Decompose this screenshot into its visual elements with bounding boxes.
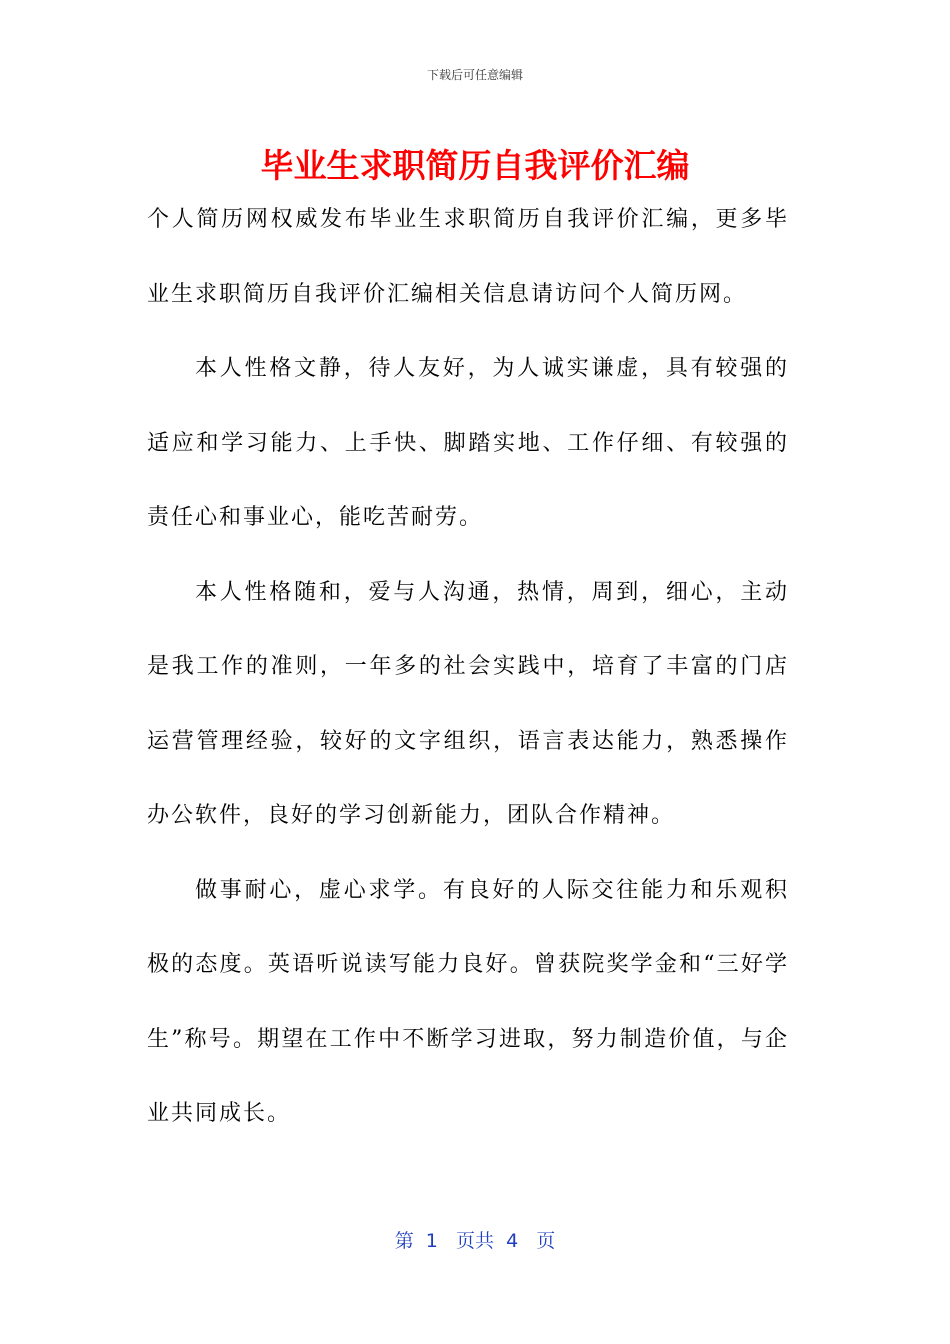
paragraph-2: 本人性格随和，爱与人沟通，热情，周到，细心，主动是我工作的准则，一年多的社会实践中，培育了丰富的门店运营管理经验，较好的文字组织，语言表达能力，熟悉操作办公软件，良好的学习创新能力，团队合作精神。 (147, 579, 789, 828)
paragraph-3: 做事耐心，虚心求学。有良好的人际交往能力和乐观积极的态度。英语听说读写能力良好。曾获院奖学金和“三好学生”称号。期望在工作中不断学习进取，努力制造价值，与企业共同成长。 (147, 877, 789, 1126)
paragraph-1: 本人性格文静，待人友好，为人诚实谦虚，具有较强的适应和学习能力、上手快、脚踏实地、工作仔细、有较强的责任心和事业心，能吃苦耐劳。 (147, 356, 789, 530)
paragraph-intro: 个人简历网权威发布毕业生求职简历自我评价汇编，更多毕业生求职简历自我评价汇编相关信息请访问个人简历网。 (147, 207, 789, 307)
page-number-footer: 第 1 页共 4 页 (394, 1230, 556, 1252)
header-note: 下载后可任意编辑 (426, 68, 523, 82)
document-body (147, 183, 789, 1152)
page-title: 毕业生求职简历自我评价汇编 (260, 146, 690, 185)
